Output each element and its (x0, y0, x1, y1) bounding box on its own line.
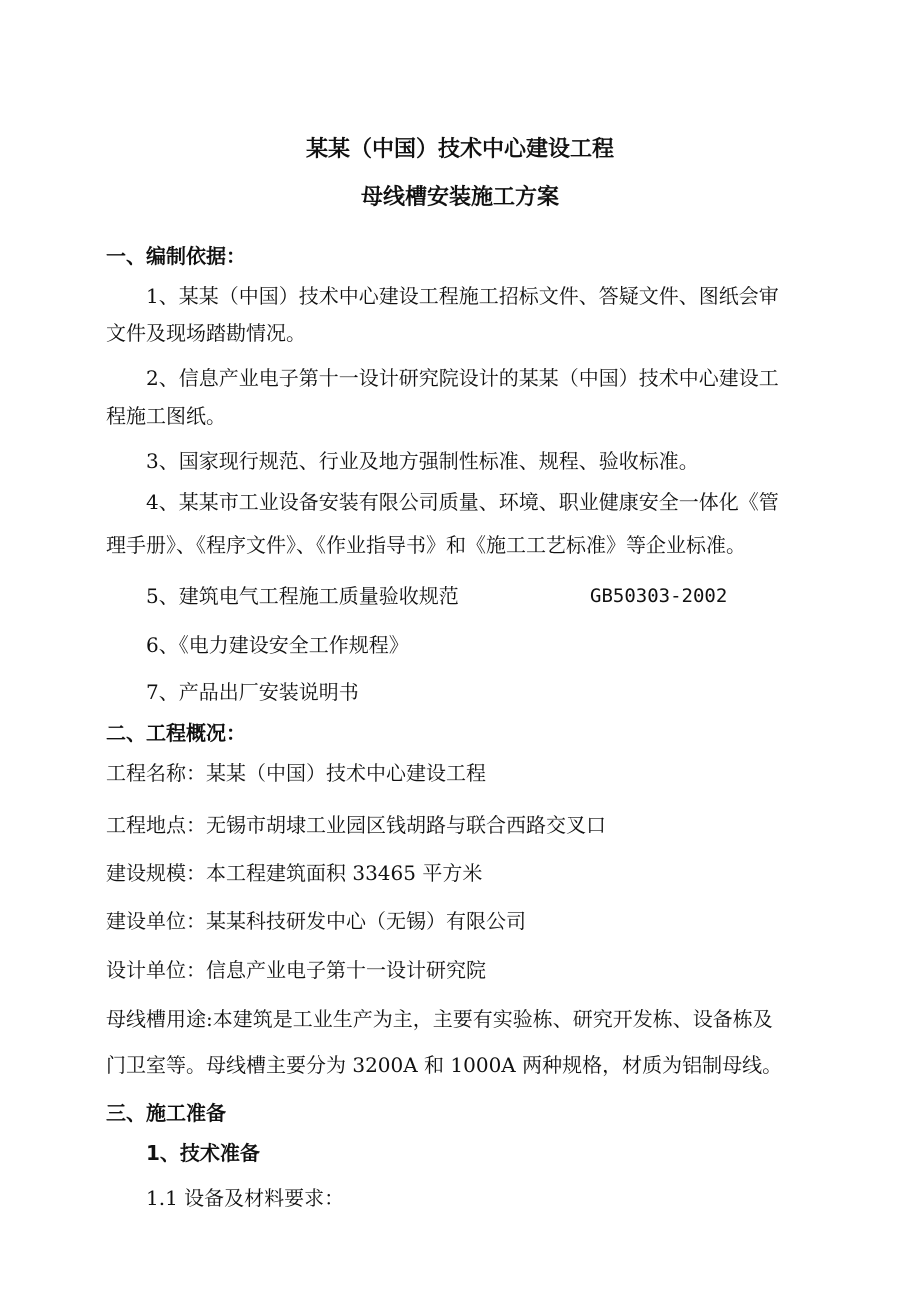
project-scale: 建设规模：本工程建筑面积 33465 平方米 (106, 861, 483, 885)
basis-item-2-line-1: 2、信息产业电子第十一设计研究院设计的某某（中国）技术中心建设工 (146, 366, 779, 390)
section-3-heading: 三、施工准备 (106, 1101, 226, 1125)
basis-item-5: 5、建筑电气工程施工质量验收规范 (146, 584, 459, 608)
project-name: 工程名称：某某（中国）技术中心建设工程 (106, 761, 486, 785)
basis-item-6: 6、《电力建设安全工作规程》 (146, 633, 409, 657)
standard-code: GB50303-2002 (590, 585, 728, 607)
project-owner: 建设单位：某某科技研发中心（无锡）有限公司 (106, 909, 526, 933)
project-location: 工程地点：无锡市胡埭工业园区钱胡路与联合西路交叉口 (106, 813, 606, 837)
basis-item-7: 7、产品出厂安装说明书 (146, 680, 359, 704)
section-2-heading: 二、工程概况： (106, 721, 246, 745)
basis-item-2-line-2: 程施工图纸。 (106, 404, 226, 428)
section-1-heading: 一、编制依据： (106, 244, 246, 268)
basis-item-1-line-1: 1、某某（中国）技术中心建设工程施工招标文件、答疑文件、图纸会审 (146, 284, 779, 308)
title-line-2: 母线槽安装施工方案 (360, 185, 559, 210)
equipment-materials-heading: 1.1 设备及材料要求： (146, 1186, 345, 1210)
basis-item-1-line-2: 文件及现场踏勘情况。 (106, 321, 306, 345)
basis-item-3: 3、国家现行规范、行业及地方强制性标准、规程、验收标准。 (146, 449, 699, 473)
basis-item-4-line-1: 4、某某市工业设备安装有限公司质量、环境、职业健康安全一体化《管 (146, 490, 779, 514)
title-line-1: 某某（中国）技术中心建设工程 (305, 137, 614, 162)
busway-usage-line-1: 母线槽用途:本建筑是工业生产为主，主要有实验栋、研究开发栋、设备栋及 (106, 1007, 773, 1031)
technical-prep-heading: 1、技术准备 (146, 1141, 260, 1165)
project-designer: 设计单位：信息产业电子第十一设计研究院 (106, 958, 486, 982)
busway-usage-line-2: 门卫室等。母线槽主要分为 3200A 和 1000A 两种规格，材质为铝制母线。 (106, 1053, 783, 1077)
basis-item-4-line-2: 理手册》、《程序文件》、《作业指导书》和《施工工艺标准》等企业标准。 (106, 533, 746, 557)
